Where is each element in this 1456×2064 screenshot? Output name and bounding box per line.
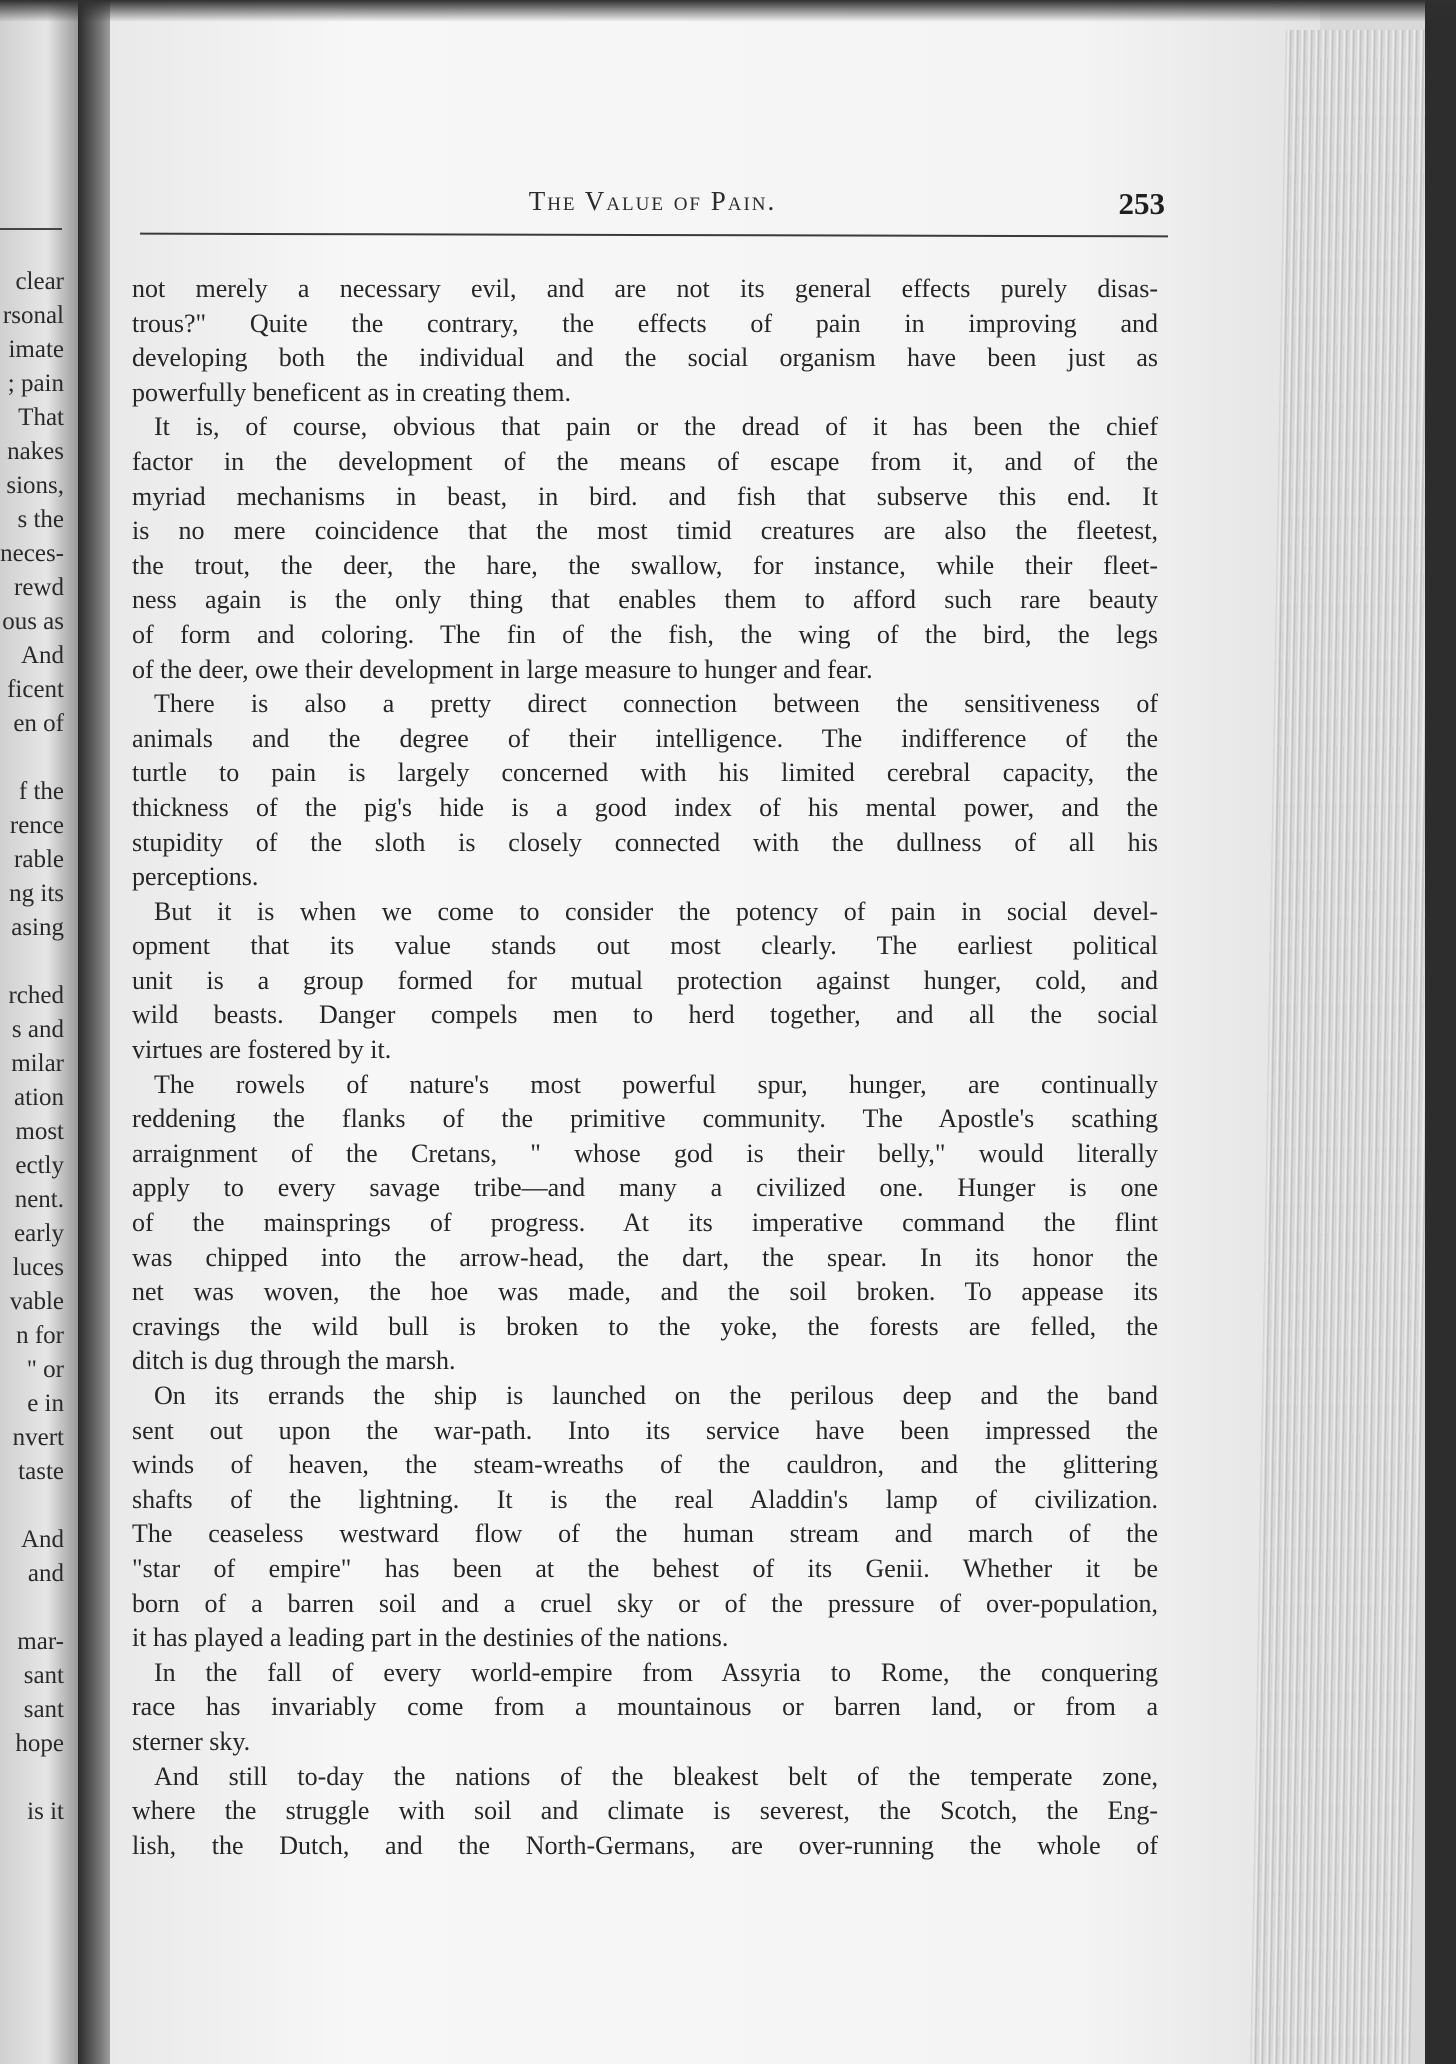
facing-page-line: And — [20, 642, 64, 669]
text-line: turtle to pain is largely concerned with his limited cerebral capacity, the — [132, 758, 1158, 788]
text-line: The ceaseless westward flow of the human stream and march of the — [132, 1519, 1158, 1549]
facing-page-line: rched — [8, 982, 64, 1009]
text-line: it has played a leading part in the destinies of the nations. — [132, 1623, 729, 1653]
scan-top-shadow — [0, 0, 1456, 22]
facing-page-line: hope — [15, 1730, 64, 1757]
facing-page-line — [0, 945, 64, 979]
text-line: of the mainsprings of progress. At its imperative command the flint — [132, 1208, 1158, 1238]
page-edges — [1250, 30, 1446, 2064]
text-line: In the fall of every world-empire from Assyria to Rome, the conquering — [154, 1657, 1158, 1687]
facing-page-line: sant — [23, 1696, 64, 1723]
facing-page-line: clear — [15, 268, 64, 295]
facing-page-line: and — [27, 1560, 64, 1587]
text-line: animals and the degree of their intelligence. The indifference of the — [132, 723, 1158, 753]
facing-page-line: vable — [9, 1288, 64, 1315]
text-line: wild beasts. Danger compels men to herd together, and all the social — [132, 1000, 1158, 1030]
facing-page-line: ; pain — [7, 370, 64, 397]
facing-page-line: That — [18, 404, 64, 431]
facing-page-line: rewd — [14, 574, 64, 601]
text-line: developing both the individual and the social organism have been just as — [132, 343, 1158, 373]
text-line: sent out upon the war-path. Into its service have been impressed the — [132, 1415, 1158, 1445]
text-line: myriad mechanisms in beast, in bird. and fish that subserve this end. It — [132, 481, 1158, 511]
facing-page-line: rence — [9, 812, 64, 839]
facing-page-line: ation — [14, 1084, 64, 1111]
text-line: winds of heaven, the steam-wreaths of the cauldron, and the glittering — [132, 1450, 1158, 1480]
text-line: was chipped into the arrow-head, the dart, the spear. In its honor the — [132, 1242, 1158, 1272]
text-line: virtues are fostered by it. — [132, 1035, 392, 1065]
facing-page-line: mar- — [17, 1628, 64, 1655]
text-line: born of a barren soil and a cruel sky or of the pressure of over-population, — [132, 1588, 1158, 1618]
body-text — [132, 272, 1158, 1863]
facing-page-line: f the — [18, 778, 64, 805]
text-line: cravings the wild bull is broken to the yoke, the forests are felled, the — [132, 1311, 1158, 1341]
facing-page-line: And — [20, 1526, 64, 1553]
text-line: not merely a necessary evil, and are not its general effects purely disas- — [132, 274, 1158, 303]
facing-page-line — [0, 1761, 64, 1795]
facing-page-line: early — [14, 1220, 64, 1247]
text-line: factor in the development of the means of escape from it, and of the — [132, 446, 1158, 476]
text-line: The rowels of nature's most powerful spur, hunger, are continually — [154, 1069, 1158, 1099]
running-title: The Value of Pain. — [528, 186, 777, 216]
text-line: lish, the Dutch, and the North-Germans, are over-running the whole of — [132, 1830, 1158, 1860]
facing-page-line: " or — [26, 1356, 64, 1383]
text-line: opment that its value stands out most clearly. The earliest political — [132, 931, 1158, 961]
facing-page-line: luces — [12, 1254, 64, 1281]
facing-page-line: sant — [23, 1662, 64, 1689]
text-line: race has invariably come from a mountainous or barren land, or from a — [132, 1692, 1158, 1722]
facing-page-line: s and — [11, 1016, 64, 1043]
facing-page-line — [0, 1591, 64, 1625]
text-line: On its errands the ship is launched on the perilous deep and the band — [154, 1381, 1158, 1410]
text-line: net was woven, the hoe was made, and the soil broken. To appease its — [132, 1277, 1158, 1307]
facing-page-line: nvert — [12, 1424, 64, 1451]
text-line: reddening the flanks of the primitive community. The Apostle's scathing — [132, 1104, 1158, 1134]
text-line: sterner sky. — [132, 1726, 251, 1756]
facing-page-line — [0, 1489, 64, 1523]
facing-page-line: rable — [14, 846, 64, 873]
text-line: trous?" Quite the contrary, the effects of pain in improving and — [132, 308, 1158, 338]
text-line: powerfully beneficent as in creating them. — [132, 377, 571, 407]
text-line: shafts of the lightning. It is the real Aladdin's lamp of civilization. — [132, 1484, 1158, 1514]
facing-page-line: asing — [11, 914, 64, 941]
text-line: "star of empire" has been at the behest of its Genii. Whether it be — [132, 1553, 1158, 1583]
text-line: arraignment of the Cretans, " whose god is their belly," would literally — [132, 1138, 1158, 1168]
facing-page-line: nakes — [7, 438, 64, 465]
facing-page-line: en of — [13, 710, 64, 737]
text-line: the trout, the deer, the hare, the swallow, for instance, while their fleet- — [132, 550, 1158, 580]
facing-page-line: n for — [16, 1322, 64, 1349]
text-line: unit is a group formed for mutual protection against hunger, cold, and — [132, 965, 1158, 995]
text-line: ness again is the only thing that enables them to afford such rare beauty — [132, 585, 1158, 615]
facing-page-line: nent. — [14, 1186, 64, 1213]
page-number: 253 — [1118, 186, 1165, 221]
facing-page-line: sions, — [6, 472, 64, 499]
facing-page-line: imate — [8, 336, 64, 363]
text-line: of the deer, owe their development in large measure to hunger and fear. — [132, 654, 873, 684]
facing-page-text — [0, 265, 64, 1829]
text-line: apply to every savage tribe—and many a civilized one. Hunger is one — [132, 1173, 1158, 1203]
facing-page-rule — [0, 228, 62, 230]
facing-page-fragment — [0, 0, 78, 2064]
text-line: where the struggle with soil and climate is severest, the Scotch, the Eng- — [132, 1796, 1158, 1826]
text-line: ditch is dug through the marsh. — [132, 1346, 456, 1376]
facing-page-line: rsonal — [2, 302, 64, 329]
text-line: There is also a pretty direct connection between the sensitiveness of — [154, 689, 1158, 719]
facing-page-line: milar — [11, 1050, 64, 1077]
scan-border — [1425, 0, 1456, 2064]
facing-page-line: neces- — [0, 540, 64, 567]
text-line: But it is when we come to consider the potency of pain in social devel- — [154, 896, 1158, 926]
facing-page-line: most — [15, 1118, 64, 1145]
facing-page-line: is it — [27, 1798, 64, 1825]
facing-page-line: e in — [27, 1390, 64, 1417]
facing-page-line: ficent — [7, 676, 64, 703]
text-line: of form and coloring. The fin of the fish, the wing of the bird, the legs — [132, 619, 1158, 649]
facing-page-line: ng its — [9, 880, 64, 907]
facing-page-line: ectly — [15, 1152, 64, 1179]
text-line: stupidity of the sloth is closely connected with the dullness of all his — [132, 827, 1158, 857]
text-line: It is, of course, obvious that pain or the dread of it has been the chief — [154, 412, 1158, 442]
facing-page-line: taste — [18, 1458, 64, 1485]
text-line: perceptions. — [132, 862, 259, 892]
facing-page-line: ous as — [2, 608, 64, 635]
text-line: And still to-day the nations of the bleakest belt of the temperate zone, — [154, 1761, 1158, 1791]
running-header — [140, 186, 1165, 232]
text-line: is no mere coincidence that the most timid creatures are also the fleetest, — [132, 516, 1158, 546]
facing-page-line: s the — [17, 506, 64, 533]
facing-page-line — [0, 741, 64, 775]
text-line: thickness of the pig's hide is a good index of his mental power, and the — [132, 792, 1158, 822]
